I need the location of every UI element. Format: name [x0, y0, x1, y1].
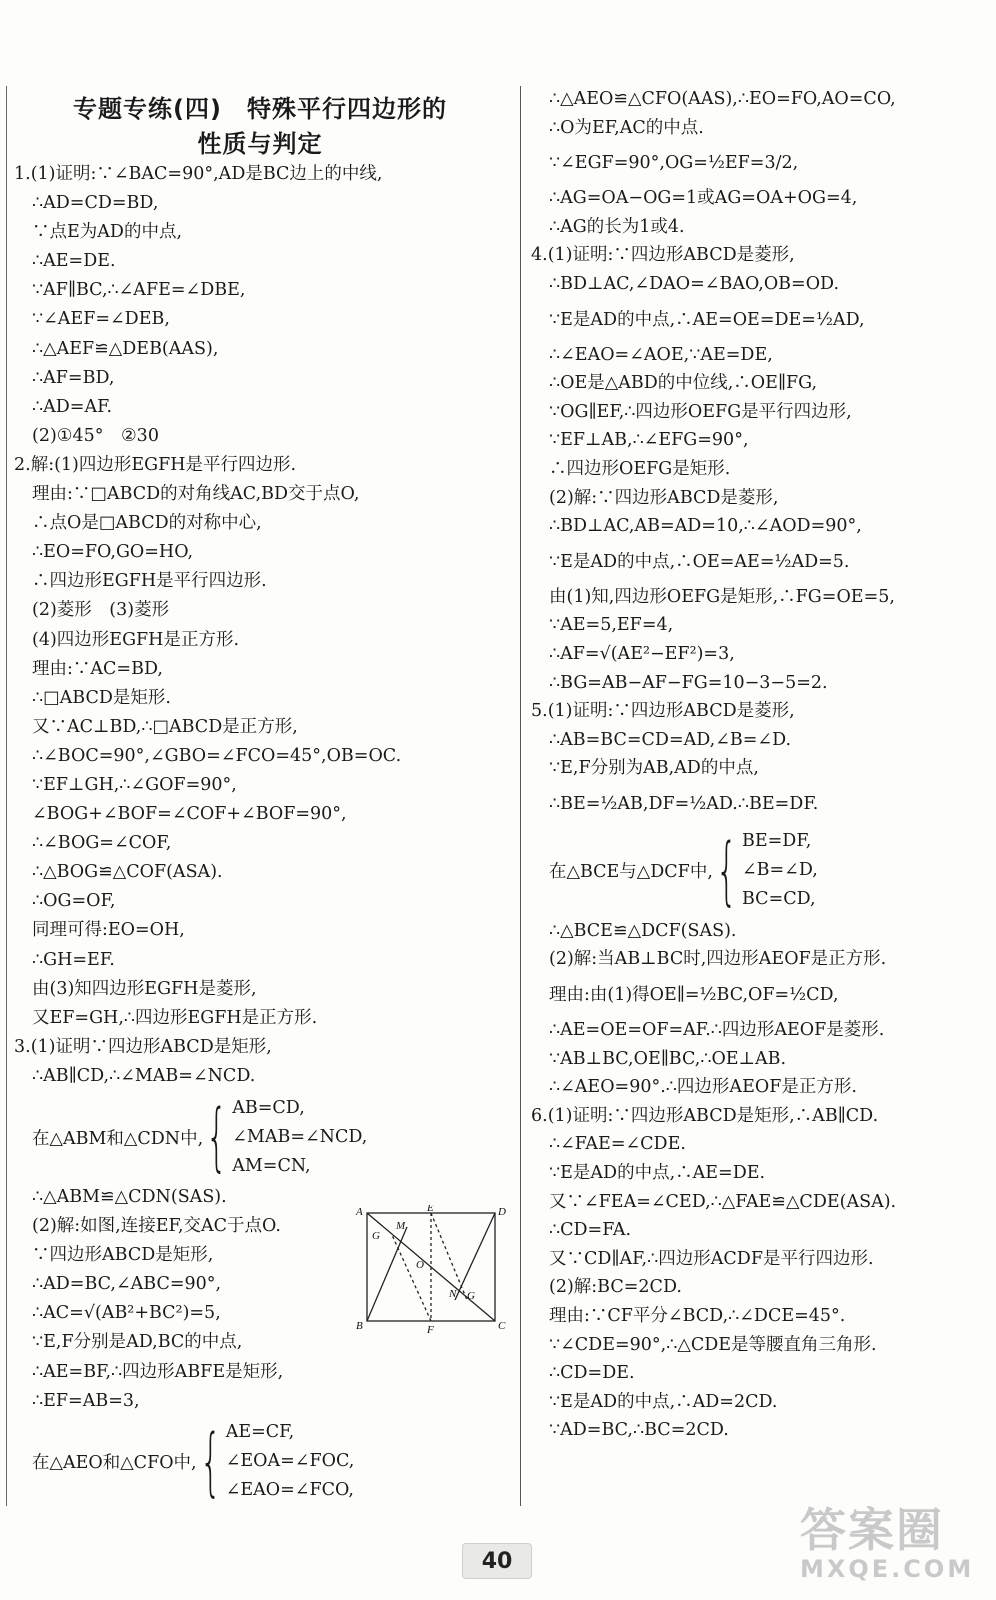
answer-line: ∵OG∥EF,∴四边形OEFG是平行四边形, — [549, 401, 852, 422]
condition-item: ∠MAB=∠NCD, — [232, 1126, 368, 1147]
answer-line: ∴△AEF≌△DEB(AAS), — [32, 338, 219, 359]
left-margin-rule — [6, 86, 7, 1506]
answer-line: 理由:∵AC=BD, — [32, 658, 163, 679]
answer-line: ∴BD⊥AC,AB=AD=10,∴∠AOD=90°, — [549, 516, 862, 537]
answer-line: ∴AG=OA−OG=1或AG=OA+OG=4, — [549, 188, 858, 209]
label-n: N — [449, 1288, 457, 1300]
answer-line: ∠BOG+∠BOF=∠COF+∠BOF=90°, — [32, 804, 347, 825]
answer-line: 由(1)知,四边形OEFG是矩形,∴FG=OE=5, — [549, 586, 895, 607]
right-column — [531, 85, 996, 1445]
section-subtitle: 性质与判定 — [197, 130, 323, 158]
answer-line: (4)四边形EGFH是正方形. — [32, 629, 240, 650]
answer-line: 由(3)知四边形EGFH是菱形, — [32, 978, 257, 999]
answer-line: ∵E,F分别为AB,AD的中点, — [549, 758, 759, 779]
answer-line: ∵E,F分别是AD,BC的中点, — [32, 1332, 243, 1353]
answer-line: ∴AF=√(AE²−EF²)=3, — [549, 643, 735, 664]
answer-line: ∴△AEO≌△CFO(AAS),∴EO=FO,AO=CO, — [549, 89, 896, 109]
condition-item: BC=CD, — [742, 889, 816, 910]
answer-line: ∵E是AD的中点,∴AD=2CD. — [549, 1391, 778, 1412]
congruence-conditions — [14, 1416, 484, 1508]
answer-line: (2)①45° ②30 — [32, 425, 159, 446]
answer-line: 又EF=GH,∴四边形EGFH是正方形. — [32, 1007, 318, 1028]
answer-line: ∴四边形OEFG是矩形. — [549, 458, 731, 479]
section-title: 专题专练(四) 特殊平行四边形的 — [73, 95, 447, 123]
watermark-logo — [800, 1505, 990, 1595]
answer-line: ∴CD=FA. — [549, 1220, 632, 1241]
label-g-top: G — [372, 1230, 380, 1242]
answer-line: ∵AE=5,EF=4, — [549, 615, 674, 636]
answer-line: ∵点E为AD的中点, — [32, 222, 183, 243]
answer-line: ∴AE=DE. — [32, 251, 116, 272]
answer-line: (2)解:如图,连接EF,交AC于点O. — [32, 1216, 281, 1237]
answer-line: (2)解:当AB⊥BC时,四边形AEOF是正方形. — [549, 949, 887, 970]
answer-line: ∴AE=OE=OF=AF.∴四边形AEOF是菱形. — [549, 1020, 885, 1041]
answer-line: ∴AB∥CD,∴∠MAB=∠NCD. — [32, 1065, 256, 1086]
answer-line: ∴∠AEO=90°.∴四边形AEOF是正方形. — [549, 1077, 857, 1098]
answer-line: ∴OE是△ABD的中位线,∴OE∥FG, — [549, 373, 818, 394]
label-d: D — [498, 1206, 506, 1218]
answer-line: 又∵∠FEA=∠CED,∴△FAE≌△CDE(ASA). — [549, 1191, 897, 1212]
condition-item: ∠EAO=∠FCO, — [225, 1480, 354, 1501]
answer-line: 5.(1)证明:∵四边形ABCD是菱形, — [531, 701, 795, 722]
condition-item: BE=DF, — [742, 831, 812, 852]
answer-line: ∴EF=AB=3, — [32, 1390, 140, 1411]
answer-line: ∴CD=DE. — [549, 1363, 635, 1384]
label-f: F — [427, 1324, 434, 1335]
rectangle-figure — [352, 1205, 512, 1335]
answer-line: 同理可得:EO=OH, — [32, 920, 185, 941]
answer-line: ∴∠FAE=∠CDE. — [549, 1134, 686, 1155]
answer-line: ∵∠CDE=90°,∴△CDE是等腰直角三角形. — [549, 1334, 877, 1355]
answer-line: ∵E是AD的中点,∴AE=DE. — [549, 1163, 766, 1184]
answer-line: ∴GH=EF. — [32, 949, 115, 970]
brace-lead: 在△AEO和△CFO中, — [32, 1453, 197, 1474]
answer-line: ∴AD=AF. — [32, 396, 113, 417]
label-a: A — [356, 1206, 363, 1218]
answer-line: ∵AF∥BC,∴∠AFE=∠DBE, — [32, 280, 246, 301]
page-number-badge: 40 — [462, 1543, 532, 1579]
answer-line: 4.(1)证明:∵四边形ABCD是菱形, — [531, 245, 795, 266]
answer-line: ∴AC=√(AB²+BC²)=5, — [32, 1303, 221, 1324]
left-brace-glyph: { — [715, 827, 738, 914]
answer-line: (2)菱形 (3)菱形 — [32, 600, 170, 621]
answer-line: ∵AB⊥BC,OE∥BC,∴OE⊥AB. — [549, 1048, 787, 1069]
answer-line: ∴AB=BC=CD=AD,∠B=∠D. — [549, 729, 792, 750]
answer-line: ∴△ABM≌△CDN(SAS). — [32, 1187, 227, 1207]
answer-line: ∴O为EF,AC的中点. — [549, 117, 704, 138]
answer-line: 又∵CD∥AF,∴四边形ACDF是平行四边形. — [549, 1248, 874, 1269]
answer-line: ∴EO=FO,GO=HO, — [32, 542, 194, 563]
label-b: B — [356, 1320, 363, 1332]
answer-line: ∴□ABCD是矩形. — [32, 687, 171, 708]
answer-line: ∵四边形ABCD是矩形, — [32, 1245, 214, 1266]
answer-line: ∴OG=OF, — [32, 891, 116, 912]
answer-line: ∴BG=AB−AF−FG=10−3−5=2. — [549, 672, 828, 693]
answer-line: 理由:由(1)得OE∥=½BC,OF=½CD, — [549, 985, 839, 1006]
condition-item: AB=CD, — [232, 1097, 305, 1118]
answer-line: ∵E是AD的中点,∴OE=AE=½AD=5. — [549, 551, 850, 572]
answer-line: 1.(1)证明:∵∠BAC=90°,AD是BC边上的中线, — [14, 164, 383, 184]
answer-line: ∴∠BOC=90°,∠GBO=∠FCO=45°,OB=OC. — [32, 745, 402, 766]
answer-line: ∴∠EAO=∠AOE,∵AE=DE, — [549, 344, 773, 365]
column-divider — [520, 86, 521, 1506]
answer-line: ∴AD=BC,∠ABC=90°, — [32, 1274, 222, 1295]
watermark-text: 答案圈 — [800, 1503, 944, 1557]
answer-line: (2)解:∵四边形ABCD是菱形, — [549, 487, 779, 508]
answer-line: (2)解:BC=2CD. — [549, 1277, 682, 1298]
answer-line: ∴△BOG≌△COF(ASA). — [32, 862, 223, 883]
brace-lead: 在△BCE与△DCF中, — [549, 862, 713, 883]
answer-line: ∴AF=BD, — [32, 367, 115, 388]
answer-line: ∴AG的长为1或4. — [549, 216, 685, 237]
condition-item: AE=CF, — [225, 1422, 295, 1443]
condition-item: ∠B=∠D, — [742, 860, 818, 881]
brace-lead: 在△ABM和△CDN中, — [32, 1128, 204, 1149]
answer-line: 理由:∵□ABCD的对角线AC,BD交于点O, — [32, 484, 360, 505]
answer-line: ∴AE=BF,∴四边形ABFE是矩形, — [32, 1361, 284, 1382]
watermark-url: MXQE.COM — [800, 1555, 975, 1583]
answer-line: ∵EF⊥AB,∴∠EFG=90°, — [549, 430, 749, 451]
answer-line: ∵EF⊥GH,∴∠GOF=90°, — [32, 774, 237, 795]
left-brace-glyph: { — [199, 1418, 221, 1505]
answer-line: ∵AD=BC,∴BC=2CD. — [549, 1420, 729, 1441]
congruence-conditions — [14, 1091, 484, 1183]
label-e: E — [427, 1205, 434, 1214]
answer-line: ∴AD=CD=BD, — [32, 193, 159, 214]
label-o: O — [416, 1259, 424, 1271]
condition-item: ∠EOA=∠FOC, — [225, 1451, 355, 1472]
answer-line: 6.(1)证明:∵四边形ABCD是矩形,∴AB∥CD. — [531, 1105, 879, 1126]
label-g-bottom: G — [467, 1290, 475, 1302]
answer-line: 理由:∵CF平分∠BCD,∴∠DCE=45°. — [549, 1306, 846, 1326]
answer-line: ∵∠AEF=∠DEB, — [32, 309, 170, 330]
answer-line: ∴BE=½AB,DF=½AD.∴BE=DF. — [549, 793, 819, 814]
segment-eg — [431, 1213, 467, 1300]
answer-line: ∴四边形EGFH是平行四边形. — [32, 571, 267, 592]
answer-line: ∴△BCE≌△DCF(SAS). — [549, 920, 737, 941]
condition-item: AM=CN, — [232, 1155, 311, 1176]
left-brace-glyph: { — [206, 1094, 228, 1180]
label-m: M — [396, 1220, 406, 1232]
answer-line: ∵∠EGF=90°,OG=½EF=3/2, — [549, 153, 799, 174]
answer-line: 3.(1)证明∵四边形ABCD是矩形, — [14, 1036, 272, 1057]
segment-fg — [392, 1235, 431, 1321]
label-c: C — [498, 1320, 506, 1332]
answer-line: ∴BD⊥AC,∠DAO=∠BAO,OB=OD. — [549, 273, 840, 294]
answer-line: ∴∠BOG=∠COF, — [32, 833, 172, 854]
answer-line: 又∵AC⊥BD,∴□ABCD是正方形, — [32, 716, 298, 737]
congruence-conditions — [531, 825, 996, 917]
answer-line: ∵E是AD的中点,∴AE=OE=DE=½AD, — [549, 309, 865, 330]
answer-line: ∴点O是□ABCD的对称中心, — [32, 513, 262, 534]
answer-line: 2.解:(1)四边形EGFH是平行四边形. — [14, 454, 297, 475]
